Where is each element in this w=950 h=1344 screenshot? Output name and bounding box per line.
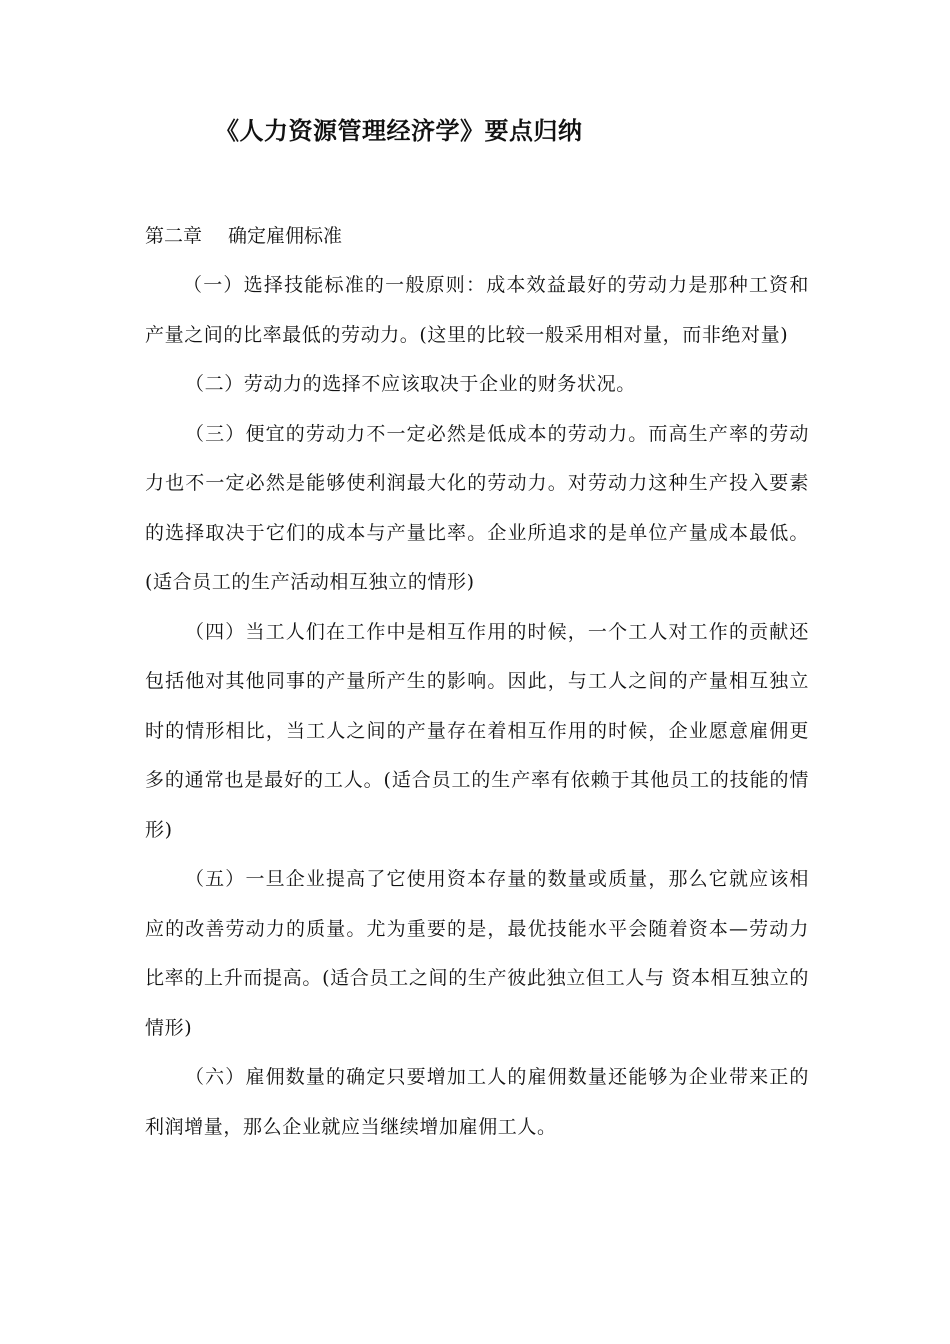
paragraph-cheap-labor: （三）便宜的劳动力不一定必然是低成本的劳动力。而高生产率的劳动力也不一定必然是能够使利润最大化的劳动力。对劳动力这种生产投入要素的选择取决于它们的成本与产量比率。企业所追求的是单位产量成本最低。(适合员工的生产活动相互独立的情形) [145,422,809,593]
paragraph-financial-status: （二）劳动力的选择不应该取决于企业的财务状况。 [185,373,636,395]
document-title: 《人力资源管理经济学》要点归纳 [215,117,583,145]
chapter-number: 第二章 [145,225,203,247]
chapter-name: 确定雇佣标准 [228,225,343,247]
paragraph-hiring-quantity: （六）雇佣数量的确定只要增加工人的雇佣数量还能够为企业带来正的利润增量，那么企业就应当继续增加雇佣工人。 [145,1066,809,1138]
document-body [145,211,809,1152]
paragraph-capital: （五）一旦企业提高了它使用资本存量的数量或质量，那么它就应该相应的改善劳动力的质量。尤为重要的是，最优技能水平会随着资本—劳动力比率的上升而提高。(适合员工之间的生产彼此独立但工人与 资本相互独立的情形) [145,868,809,1039]
paragraph-interaction: （四）当工人们在工作中是相互作用的时候，一个工人对工作的贡献还包括他对其他同事的产量所产生的影响。因此，与工人之间的产量相互独立时的情形相比，当工人之间的产量存在着相互作用的时候，企业愿意雇佣更多的通常也是最好的工人。(适合员工的生产率有依赖于其他员工的技能的情形) [145,620,809,841]
chapter-heading [145,211,809,261]
paragraph-principle: （一）选择技能标准的一般原则：成本效益最好的劳动力是那种工资和产量之间的比率最低的劳动力。(这里的比较一般采用相对量，而非绝对量) [145,274,809,346]
